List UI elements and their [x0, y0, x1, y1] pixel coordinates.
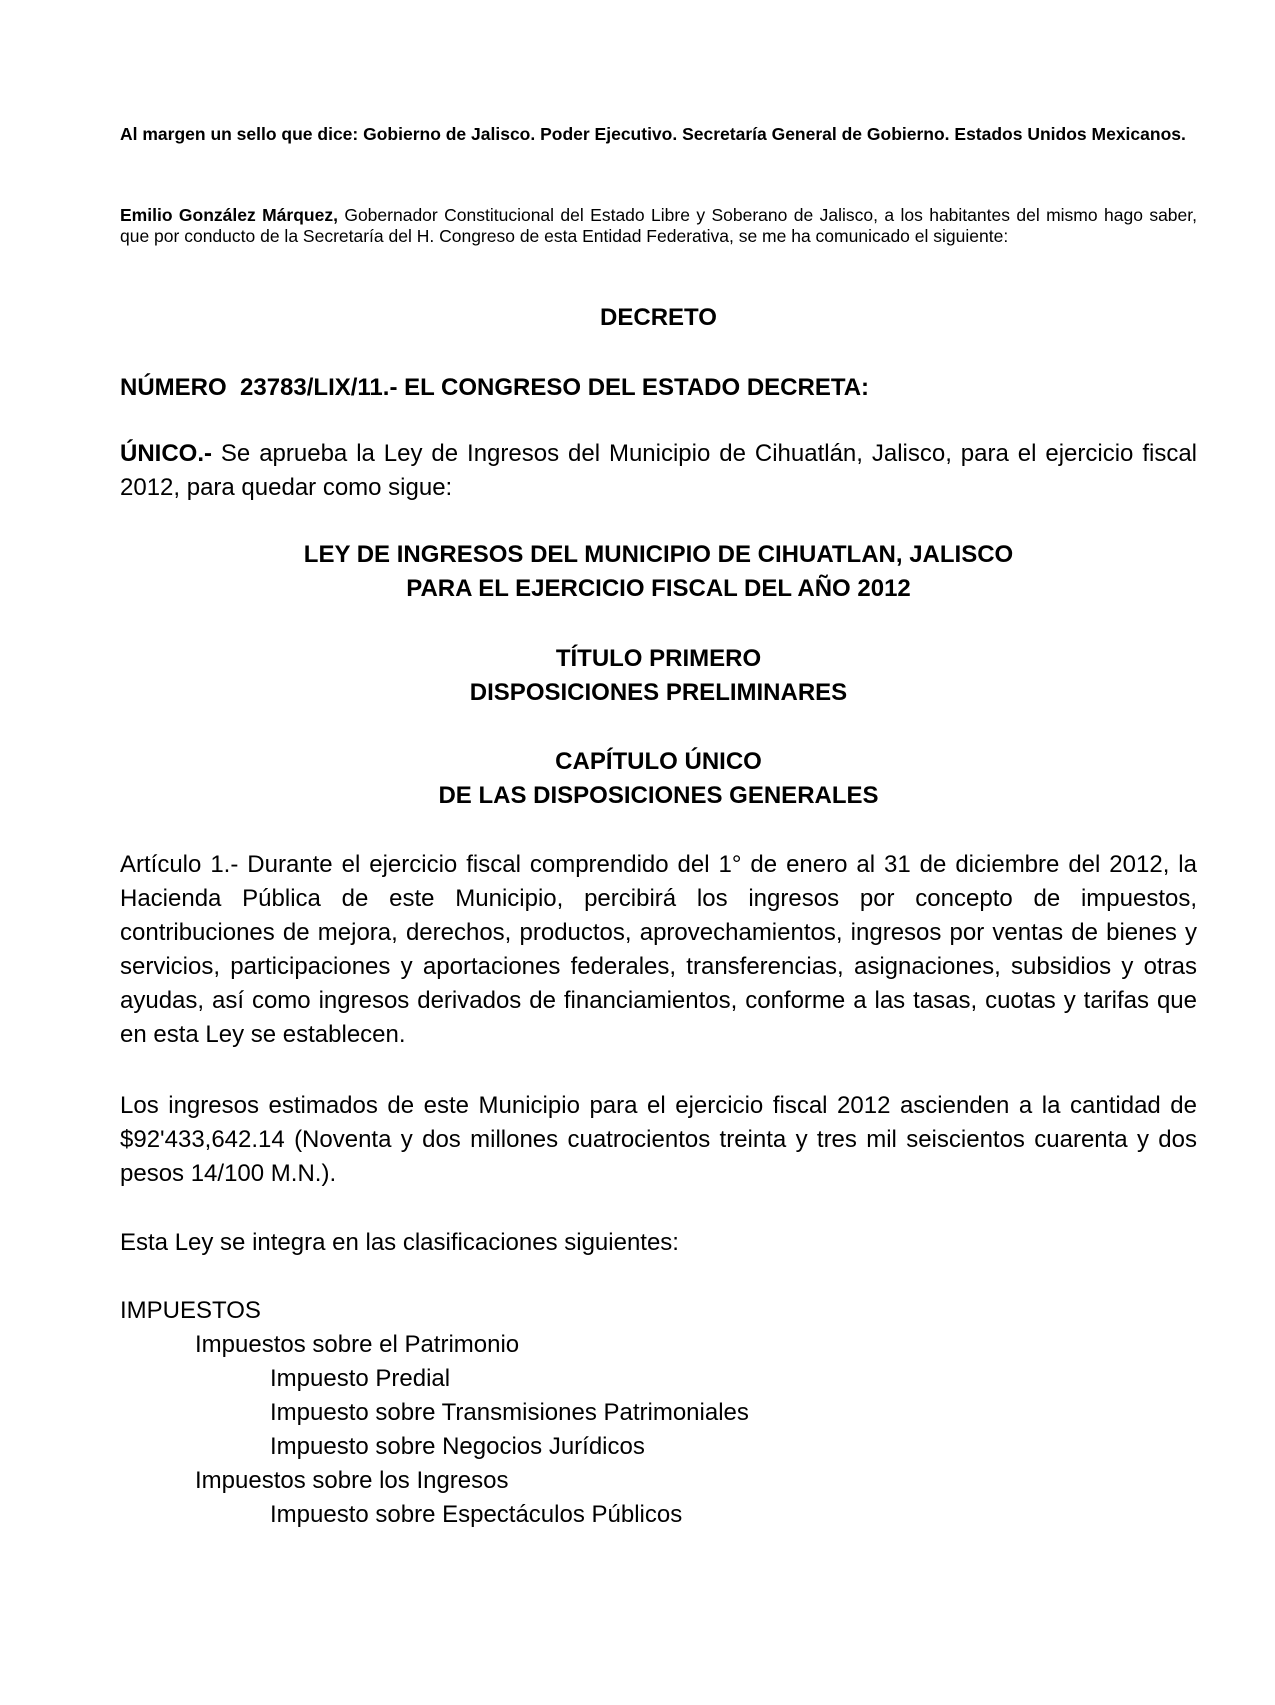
list-item: Impuestos sobre los Ingresos [195, 1467, 509, 1494]
law-title-line1: LEY DE INGRESOS DEL MUNICIPIO DE CIHUATLAN, JALISCO [303, 541, 1014, 568]
article-1: Artículo 1.- Durante el ejercicio fiscal comprendido del 1° de enero al 31 de diciembre del 2012, la Hacienda Pública de este Municipio, percibirá los ingresos por concepto de impuestos, contribuciones de mejora, derechos, productos, aprovechamientos, ingresos por ventas de bienes y servicios, participaciones y aportaciones federales, transferencias, asignaciones, subsidios y otras ayudas, así como ingresos derivados de financiamientos, conforme a las tasas, cuotas y tarifas que en esta Ley se establecen. [120, 851, 1197, 1048]
estimated-income: Los ingresos estimados de este Municipio para el ejercicio fiscal 2012 ascienden a la cantidad de $92'433,642.14 (Noventa y dos millones cuatrocientos treinta y tres mil seiscientos cuarenta y dos pesos 14/100 M.N.). [120, 1092, 1197, 1187]
list-item: IMPUESTOS [120, 1297, 261, 1324]
list-item: Impuestos sobre el Patrimonio [195, 1331, 520, 1358]
list-item: Impuesto sobre Transmisiones Patrimoniales [270, 1399, 749, 1426]
decree-number: NÚMERO 23783/LIX/11.- EL CONGRESO DEL ESTADO DECRETA: [120, 374, 870, 401]
seal-note: Al margen un sello que dice: Gobierno de Jalisco. Poder Ejecutivo. Secretaría General de Gobierno. Estados Unidos Mexicanos. [120, 124, 1186, 144]
titulo-primero-line2: DISPOSICIONES PRELIMINARES [469, 679, 848, 706]
list-item: Impuesto sobre Negocios Jurídicos [270, 1433, 645, 1460]
unico-text: Se aprueba la Ley de Ingresos del Municipio de Cihuatlán, Jalisco, para el ejercicio fiscal 2012, para quedar como sigue: [120, 440, 1197, 501]
governor-name: Emilio González Márquez, [120, 205, 338, 225]
list-item: Impuesto Predial [270, 1365, 451, 1392]
law-title [120, 538, 1197, 606]
capitulo-unico-line1: CAPÍTULO ÚNICO [555, 748, 762, 775]
classification-intro: Esta Ley se integra en las clasificaciones siguientes: [120, 1229, 679, 1256]
capitulo-unico-line2: DE LAS DISPOSICIONES GENERALES [438, 782, 879, 809]
unico-label: ÚNICO.- [120, 440, 212, 467]
capitulo-unico [120, 745, 1197, 813]
list-item: Impuesto sobre Espectáculos Públicos [270, 1501, 683, 1528]
governor-intro [120, 205, 1197, 247]
law-title-line2: PARA EL EJERCICIO FISCAL DEL AÑO 2012 [406, 575, 911, 602]
unico-paragraph [120, 437, 1197, 505]
titulo-primero [120, 642, 1197, 710]
governor-intro-text: Gobernador Constitucional del Estado Libre y Soberano de Jalisco, a los habitantes del mismo hago saber, que por conducto de la Secretaría del H. Congreso de esta Entidad Federativa, se me ha comunicado el siguiente: [120, 205, 1197, 246]
decree-title: DECRETO [600, 304, 717, 331]
titulo-primero-line1: TÍTULO PRIMERO [555, 645, 762, 672]
